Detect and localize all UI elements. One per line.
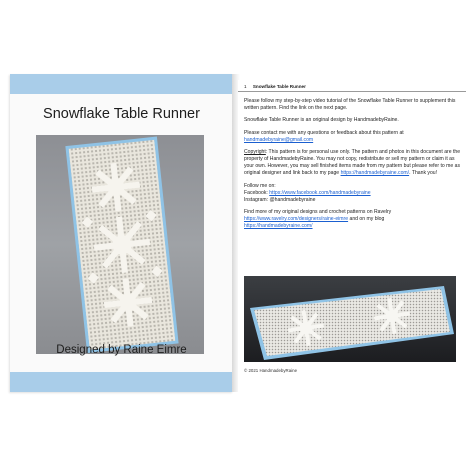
original-design-paragraph: Snowflake Table Runner is an original design by HandmadebyRaine. [244, 117, 399, 124]
copyright-label: Copyright [244, 149, 266, 156]
email-link[interactable]: handmadebyraine@gmail.com [244, 136, 314, 143]
more-text: Find more of my original designs and crochet patterns on Ravelry [244, 209, 392, 216]
copyright-end: . Thank you! [409, 170, 438, 177]
runner-on-table-image [244, 276, 456, 362]
cover-top-band [10, 74, 233, 94]
page-number: 1 [244, 84, 247, 89]
intro-paragraph: Please follow my step-by-step video tutorial of the Snowflake Table Runner to supplement this written pattern. Find the link on the next page. [244, 98, 456, 112]
page-body [244, 98, 462, 236]
page-footer: © 2021 HandmadebyRaine [244, 368, 298, 373]
cover-page [10, 74, 233, 392]
facebook-label: Facebook: [244, 189, 268, 196]
info-page [238, 80, 466, 392]
follow-label: Follow me on: [244, 182, 276, 189]
facebook-link[interactable]: https://www.facebook.com/handmadebyraine [269, 189, 371, 196]
page-header-title: Snowflake Table Runner [252, 84, 306, 89]
runner-photo [244, 276, 456, 362]
cover-photo [36, 135, 204, 354]
more-paragraph [244, 209, 462, 230]
contact-paragraph [244, 130, 462, 144]
cover-bottom-band [10, 372, 233, 392]
copyright-text: : This pattern is for personal use only. The pattern and photos in this document are the property of HandmadebyRaine. You may not copy, redistribute or sell my pattern or claim it as your own. However, you may sell finished items made from my pattern but please refer to me as original designer and link back to my page [244, 149, 461, 177]
website-link[interactable]: https://handmadebyraine.com/ [340, 170, 410, 177]
contact-text: Please contact me with any questions or feedback about this pattern at [244, 129, 404, 136]
cover-designer: Designed by Raine Eimre [56, 344, 187, 356]
instagram-handle: Instagram: @handmadebyraine [244, 196, 316, 203]
ravelry-link[interactable]: https://www.ravelry.com/designers/raine-eimre [244, 216, 349, 223]
cover-title: Snowflake Table Runner [43, 106, 200, 122]
blog-link[interactable]: https://handmadebyraine.com/ [244, 223, 313, 230]
page-header [238, 84, 466, 92]
social-paragraph [244, 183, 462, 204]
copyright-paragraph [244, 149, 462, 177]
table-runner-image [36, 135, 204, 354]
more-mid: and on my blog [349, 216, 385, 223]
